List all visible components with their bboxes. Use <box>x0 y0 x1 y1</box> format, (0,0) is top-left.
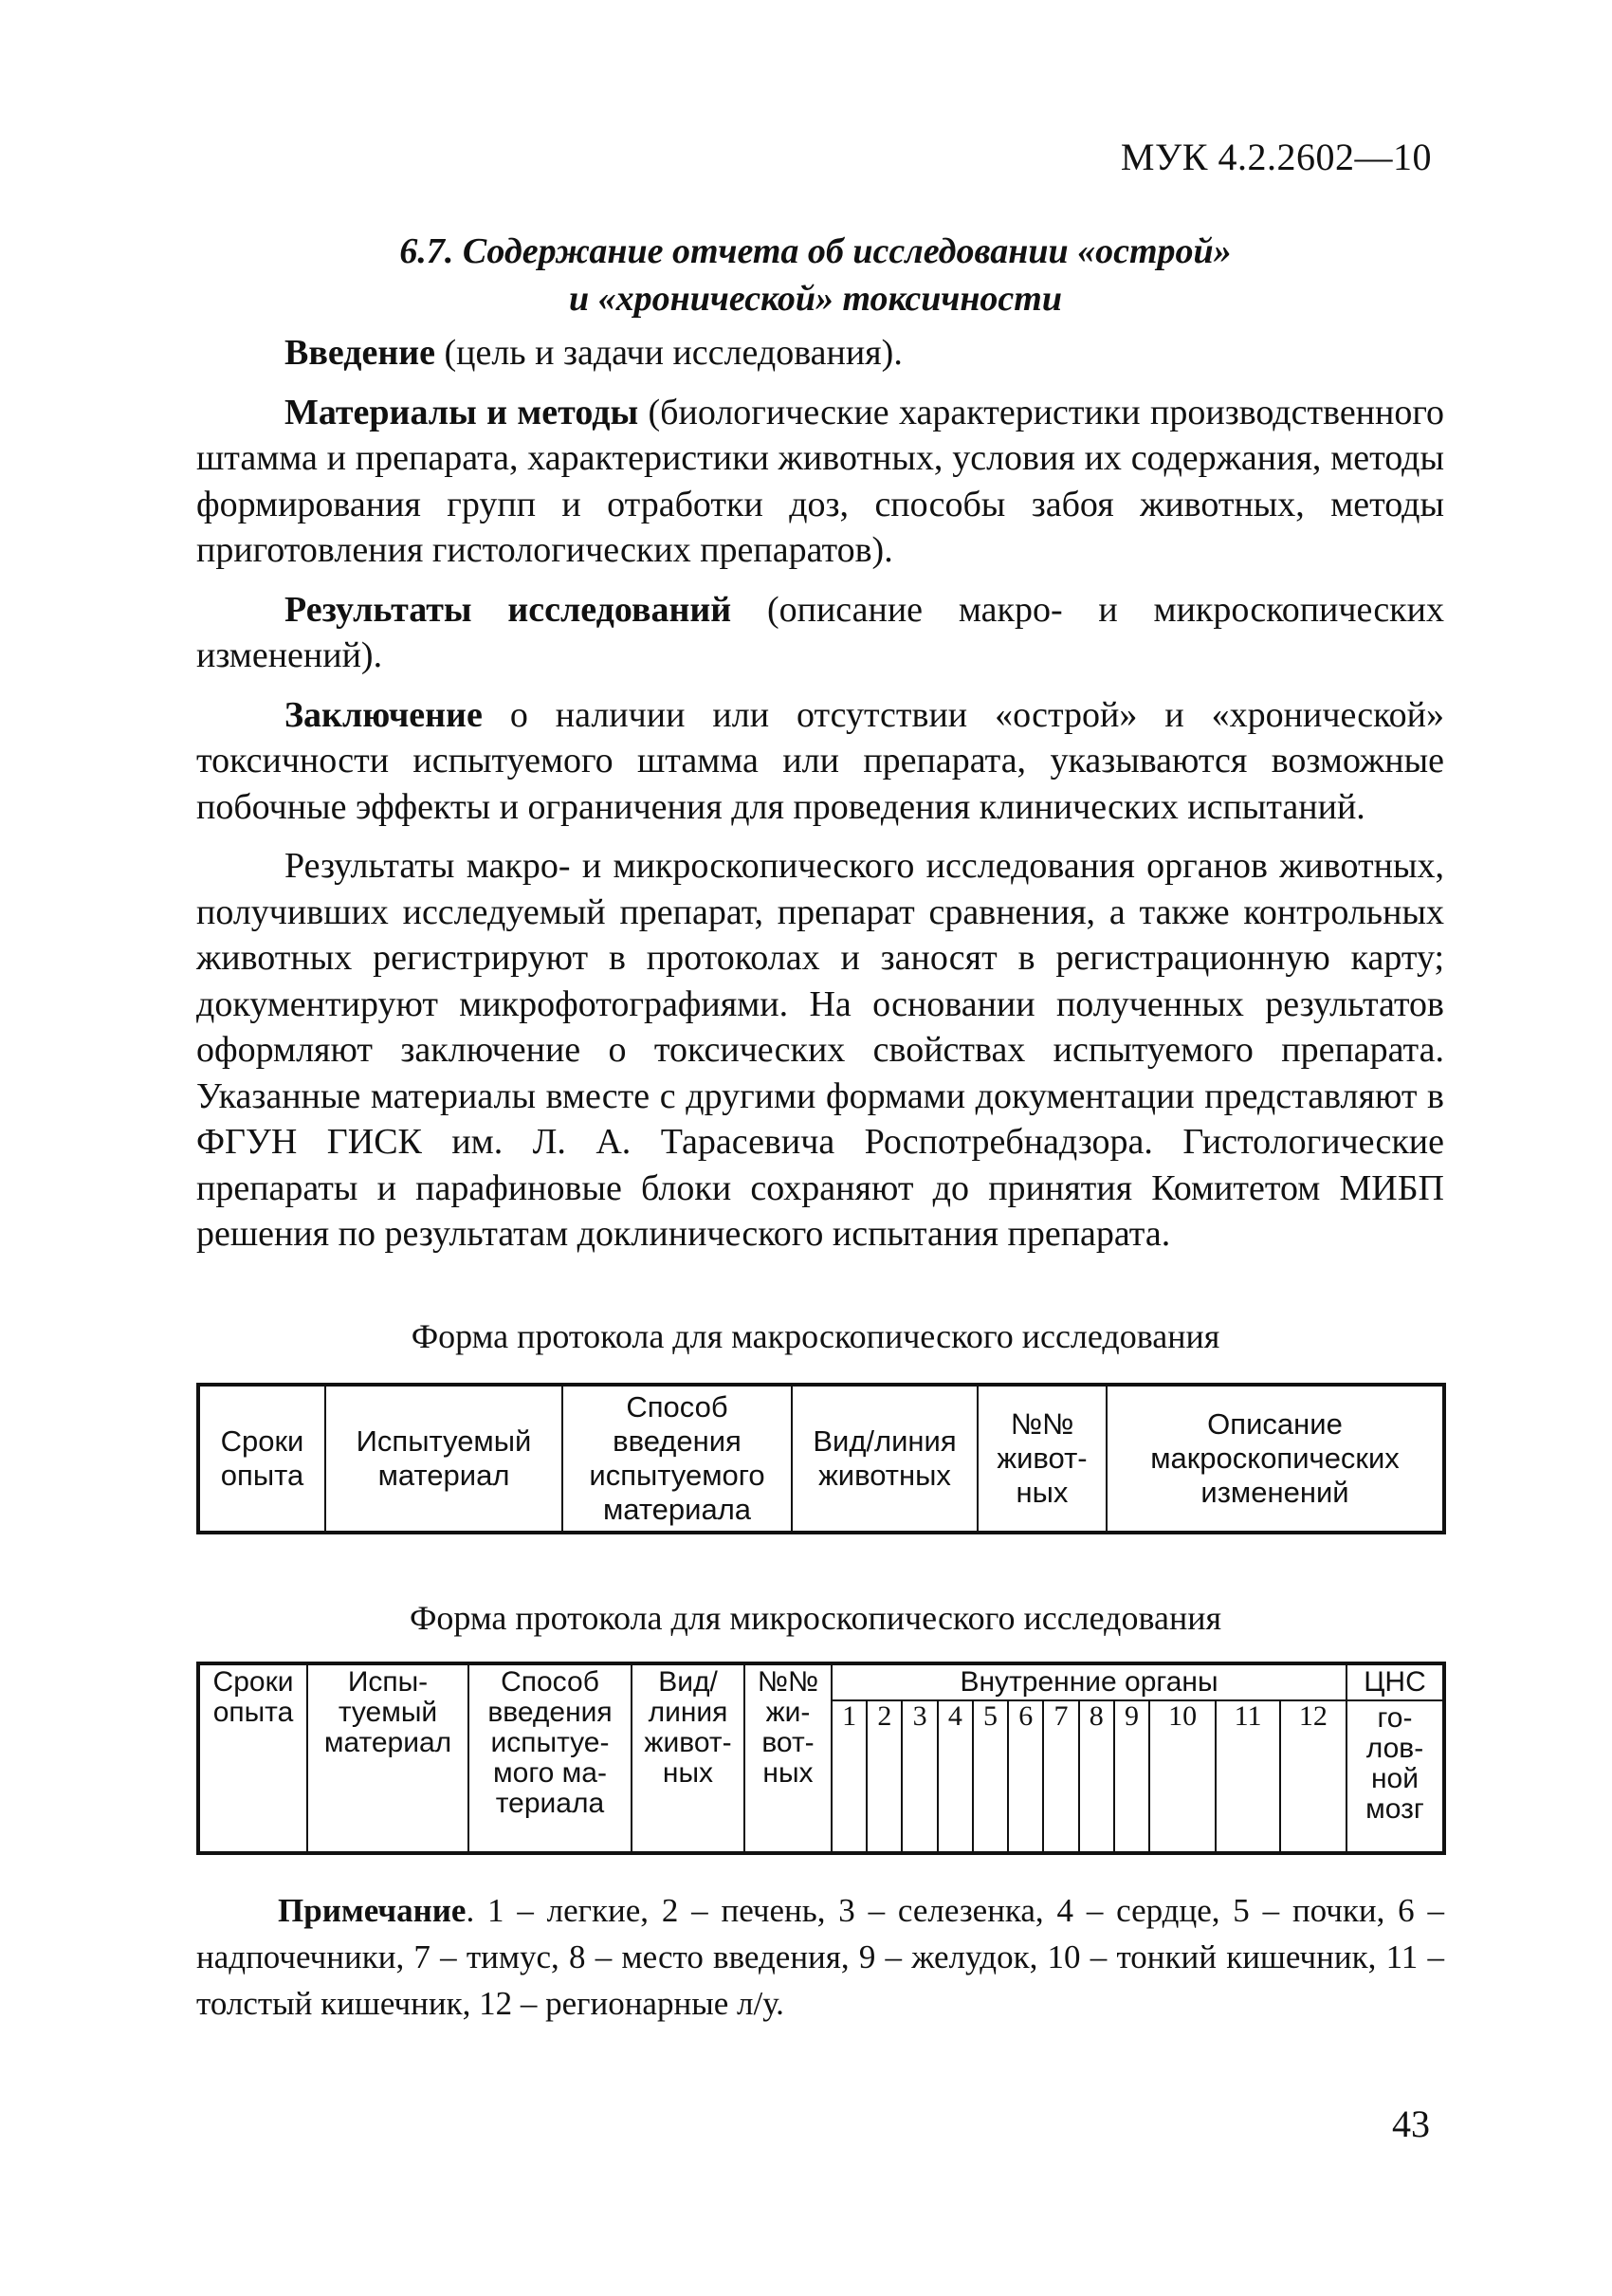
cns-brain-cell <box>1346 1700 1444 1853</box>
paragraph-text: (цель и задачи исследования). <box>434 333 903 373</box>
section-title <box>190 228 1441 322</box>
col-header-period <box>198 1663 307 1853</box>
cell-text: Вид/ линия живот- ных <box>644 1666 732 1789</box>
macro-protocol-table <box>196 1383 1446 1534</box>
col-header-animal-numbers <box>978 1385 1107 1533</box>
macro-form-caption: Форма протокола для макроскопического исследования <box>411 1317 1220 1355</box>
paragraph-text: (биологические характеристики производственного штамма и препарата, характеристики животных, условия их содержания, методы формирования групп и отработки доз, способы забоя животных, методы приготовления гистологических препаратов). <box>196 392 1444 570</box>
organ-number-cell: 8 <box>1079 1700 1114 1853</box>
col-header-material <box>325 1385 562 1533</box>
page-number: 43 <box>1392 2103 1430 2145</box>
paragraph-conclusion <box>196 692 1444 831</box>
cell-text: Сроки опыта <box>220 1424 304 1492</box>
organ-number-cell: 4 <box>938 1700 973 1853</box>
paragraph-lead: Заключение <box>284 694 483 735</box>
organ-number-cell: 3 <box>902 1700 937 1853</box>
organ-number-cell: 10 <box>1149 1700 1216 1853</box>
paragraph-results <box>196 587 1444 679</box>
paragraph-text: о наличии или отсутствии «острой» и «хронической» токсичности испытуемого штамма или препарата, указываются возможные побочные эффекты и ограничения для проведения клинических испытаний. <box>196 694 1444 827</box>
table-note <box>196 1887 1444 2027</box>
cell-text: Испы- туемый материал <box>323 1666 452 1758</box>
cell-text: Способ введения испытуе- мого ма- териала <box>487 1666 613 1819</box>
organ-number-cell: 9 <box>1114 1700 1149 1853</box>
col-header-period <box>198 1385 325 1533</box>
section-title-line-1: 6.7. Содержание отчета об исследовании «острой» <box>399 231 1232 271</box>
paragraph-text: Результаты макро- и микроскопического исследования органов животных, получивших исследуемый препарат, препарат сравнения, а также контрольных животных регистрируют в протоколах и заносят в регистрационную карту; документируют микрофотографиями. На основании полученных результатов оформляют заключение о токсических свойствах испытуемого препарата. Указанные материалы вместе с другими формами документации представляют в ФГУН ГИСК им. Л. А. Тарасевича Роспотребнадзора. Гистологические препараты и парафиновые блоки сохраняют до принятия Комитетом МИБП решения по результатам доклинического испытания препарата. <box>196 846 1444 1254</box>
paragraph-lead: Материалы и методы <box>284 392 639 432</box>
col-header-description <box>1107 1385 1444 1533</box>
organ-number-cell: 7 <box>1043 1700 1078 1853</box>
cell-text: Испытуемый материал <box>356 1424 532 1492</box>
col-header-species <box>632 1663 744 1853</box>
cell-text: Описание макроскопических изменений <box>1150 1407 1400 1509</box>
paragraph-lead: Введение <box>284 333 435 373</box>
organ-number-cell: 1 <box>832 1700 867 1853</box>
table-header-row <box>198 1385 1444 1533</box>
col-header-route <box>468 1663 632 1853</box>
body-text <box>196 330 1444 1271</box>
micro-form-caption: Форма протокола для микроскопического исследования <box>409 1599 1222 1637</box>
col-header-route <box>562 1385 792 1533</box>
cell-text: №№ живот- ных <box>997 1407 1088 1509</box>
organ-number-cell: 5 <box>973 1700 1008 1853</box>
paragraph-lead: Результаты исследований <box>284 589 732 630</box>
organ-number-cell: 2 <box>867 1700 902 1853</box>
table-header-row <box>198 1663 1444 1700</box>
col-header-internal-organs: Внутренние органы <box>832 1663 1346 1700</box>
running-header: МУК 4.2.2602—10 <box>1120 136 1432 178</box>
paragraph-materials-methods <box>196 390 1444 574</box>
micro-protocol-table <box>196 1662 1446 1855</box>
col-header-cns: ЦНС <box>1346 1663 1444 1700</box>
note-label: Примечание <box>278 1892 467 1929</box>
note-text: . 1 – легкие, 2 – печень, 3 – селезенка, 4 – сердце, 5 – почки, 6 – надпочечники, 7 – тимус, 8 – место введения, 9 – желудок, 10 – тонкий кишечник, 11 – толстый кишечник, 12 – регионарные л/у. <box>196 1892 1444 2022</box>
col-header-animal-numbers <box>744 1663 832 1853</box>
section-title-line-2: и «хронической» токсичности <box>569 279 1062 319</box>
cell-text: №№ жи- вот- ных <box>757 1666 819 1789</box>
paragraph-registration <box>196 843 1444 1258</box>
paragraph-text: (описание макро- и микроскопических изменений). <box>196 589 1444 675</box>
organ-number-cell: 6 <box>1008 1700 1043 1853</box>
organ-number-cell: 12 <box>1280 1700 1346 1853</box>
cell-text: Сроки опыта <box>212 1666 294 1728</box>
col-header-species <box>792 1385 978 1533</box>
cell-text: го- лов- ной мозг <box>1365 1702 1424 1825</box>
cell-text: Способ введения испытуемого материала <box>589 1390 765 1526</box>
paragraph-introduction <box>196 330 1444 377</box>
cell-text: Вид/линия животных <box>813 1424 957 1492</box>
col-header-material <box>307 1663 468 1853</box>
organ-number-cell: 11 <box>1216 1700 1280 1853</box>
